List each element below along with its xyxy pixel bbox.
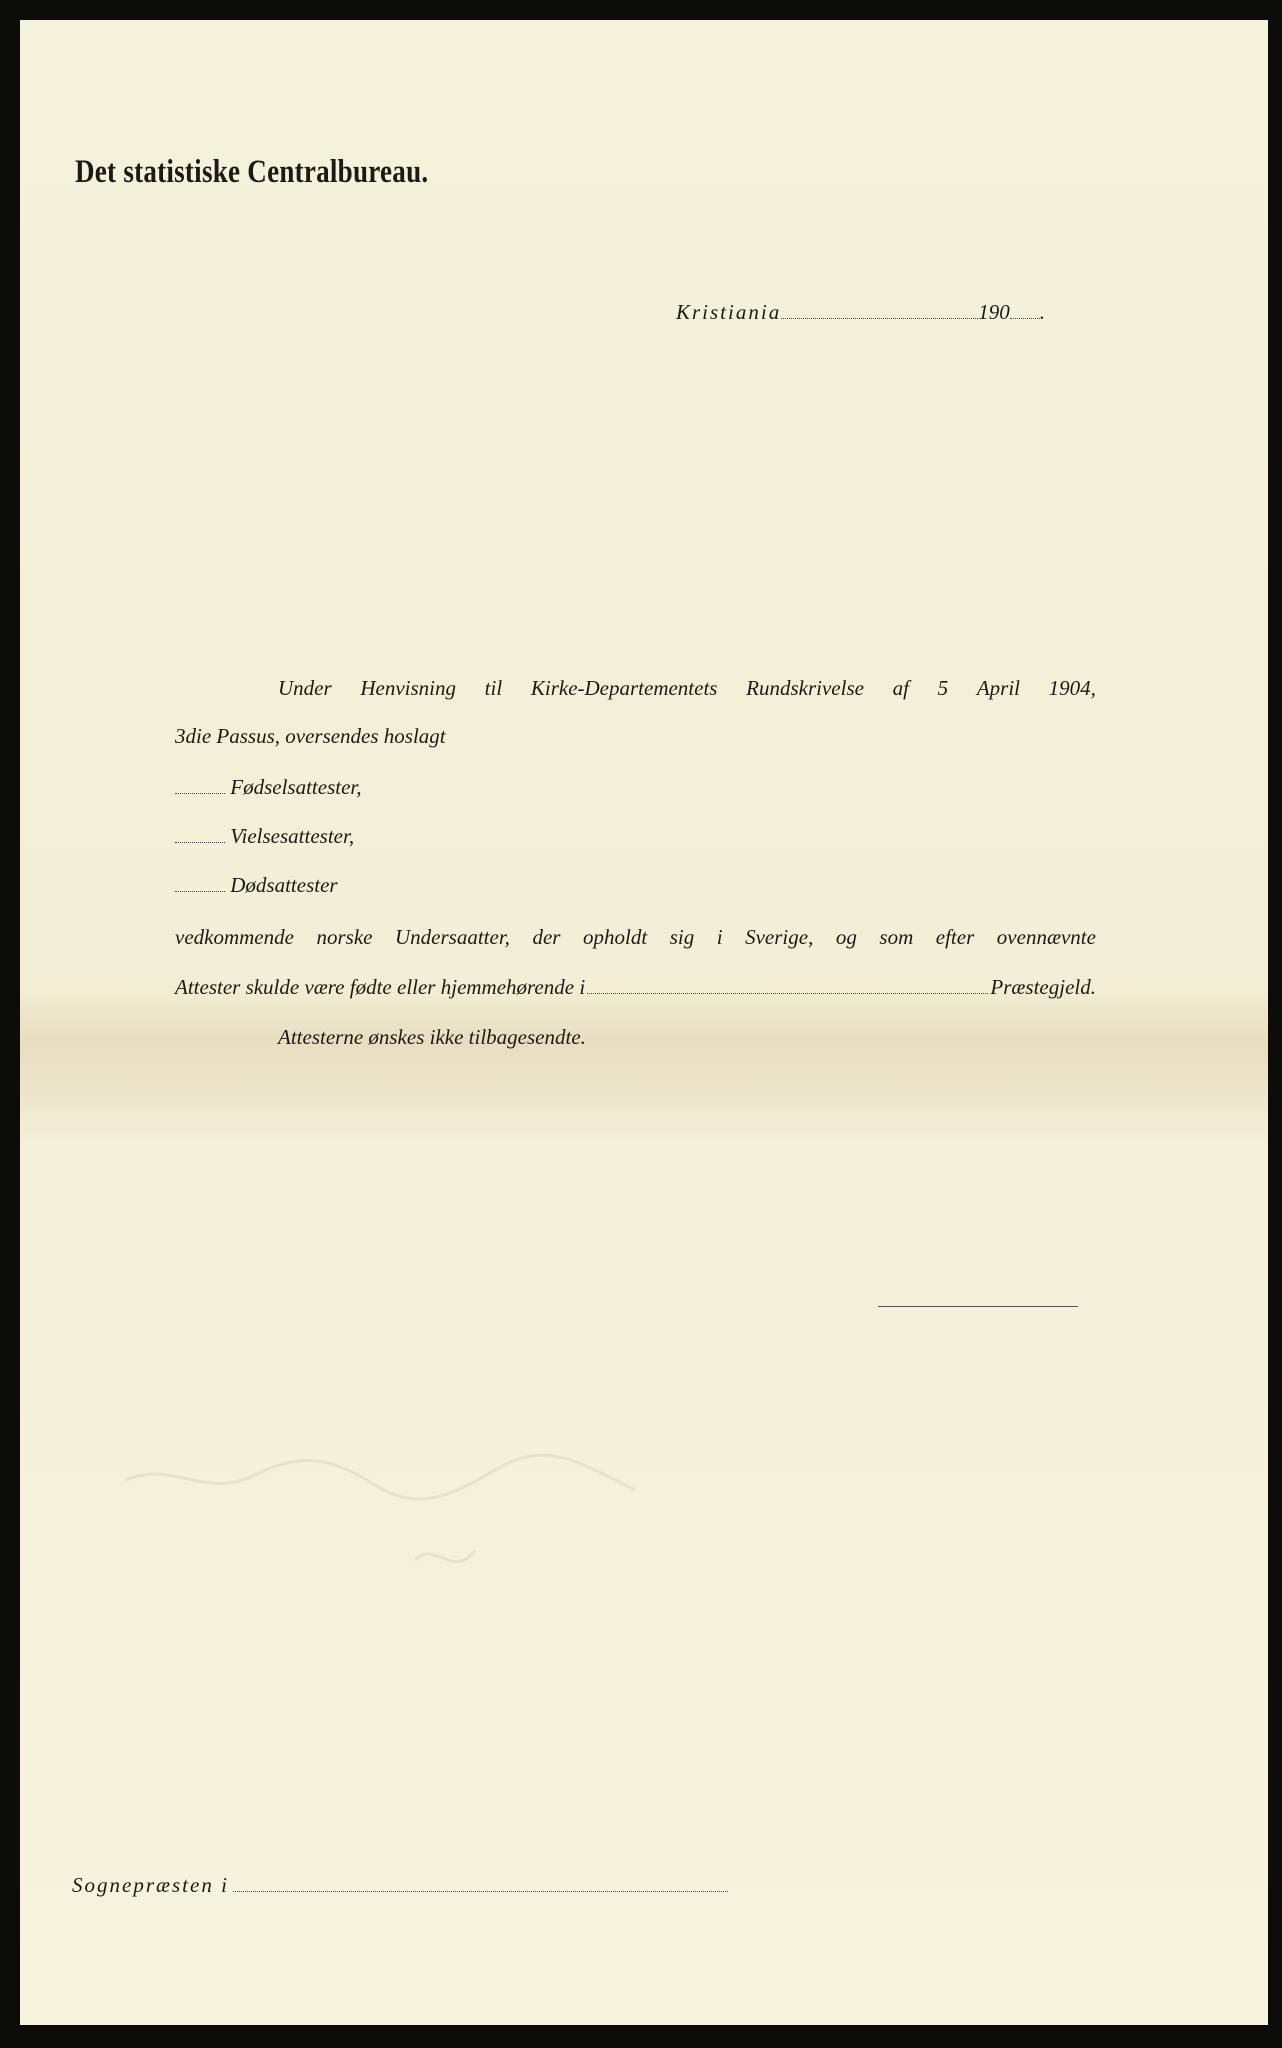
addressee-line	[72, 1873, 728, 1898]
word: opholdt	[582, 925, 648, 949]
word: Rundskrivelse	[746, 676, 864, 700]
word: norske	[316, 925, 373, 949]
list-item-marriage	[175, 824, 354, 849]
word: Under	[278, 676, 332, 700]
word: Sverige,	[745, 925, 814, 949]
signature-line[interactable]	[878, 1306, 1078, 1307]
word: sig	[669, 925, 695, 949]
word: 1904,	[1048, 676, 1096, 700]
bureau-heading: Det statistiske Centralbureau.	[75, 154, 429, 190]
dateline-year: 190	[978, 300, 1010, 324]
document-page	[20, 20, 1268, 2025]
dateline-end: .	[1039, 300, 1045, 324]
line4-start: Attester skulde være fødte eller hjemmehørende i	[175, 975, 586, 999]
year-fill-line[interactable]	[1010, 317, 1040, 319]
word: Undersaatter,	[395, 925, 510, 949]
item-label: Fødselsattester,	[230, 775, 362, 799]
body-line-1	[278, 676, 1096, 701]
dateline	[676, 300, 1045, 325]
bleed-through-marks	[115, 1440, 735, 1600]
parish-fill-line[interactable]	[587, 992, 988, 994]
list-item-birth	[175, 775, 362, 800]
item-label: Vielsesattester,	[230, 824, 355, 848]
word: efter	[935, 925, 975, 949]
word: som	[879, 925, 914, 949]
body-line-2: 3die Passus, oversendes hoslagt	[175, 724, 446, 748]
count-fill-line[interactable]	[175, 841, 225, 843]
body-line-5: Attesterne ønskes ikke tilbagesendte.	[278, 1025, 586, 1049]
list-item-death	[175, 873, 338, 898]
line4-end: Præstegjeld.	[990, 975, 1096, 999]
count-fill-line[interactable]	[175, 792, 225, 794]
date-fill-line[interactable]	[781, 317, 978, 319]
word: 5	[937, 676, 949, 700]
word: der	[532, 925, 561, 949]
body-line-4	[175, 975, 1096, 1000]
word: i	[716, 925, 723, 949]
word: af	[892, 676, 909, 700]
item-label: Dødsattester	[230, 873, 338, 897]
dateline-place: Kristiania	[676, 300, 782, 324]
count-fill-line[interactable]	[175, 890, 225, 892]
word: Henvisning	[360, 676, 456, 700]
addressee-label: Sognepræsten i	[72, 1873, 229, 1897]
word: April	[976, 676, 1020, 700]
body-line-3	[175, 925, 1096, 950]
addressee-fill-line[interactable]	[233, 1890, 728, 1892]
word: ovennævnte	[996, 925, 1096, 949]
word: vedkommende	[175, 925, 294, 949]
word: Kirke-Departementets	[530, 676, 718, 700]
word: til	[484, 676, 503, 700]
word: og	[835, 925, 857, 949]
